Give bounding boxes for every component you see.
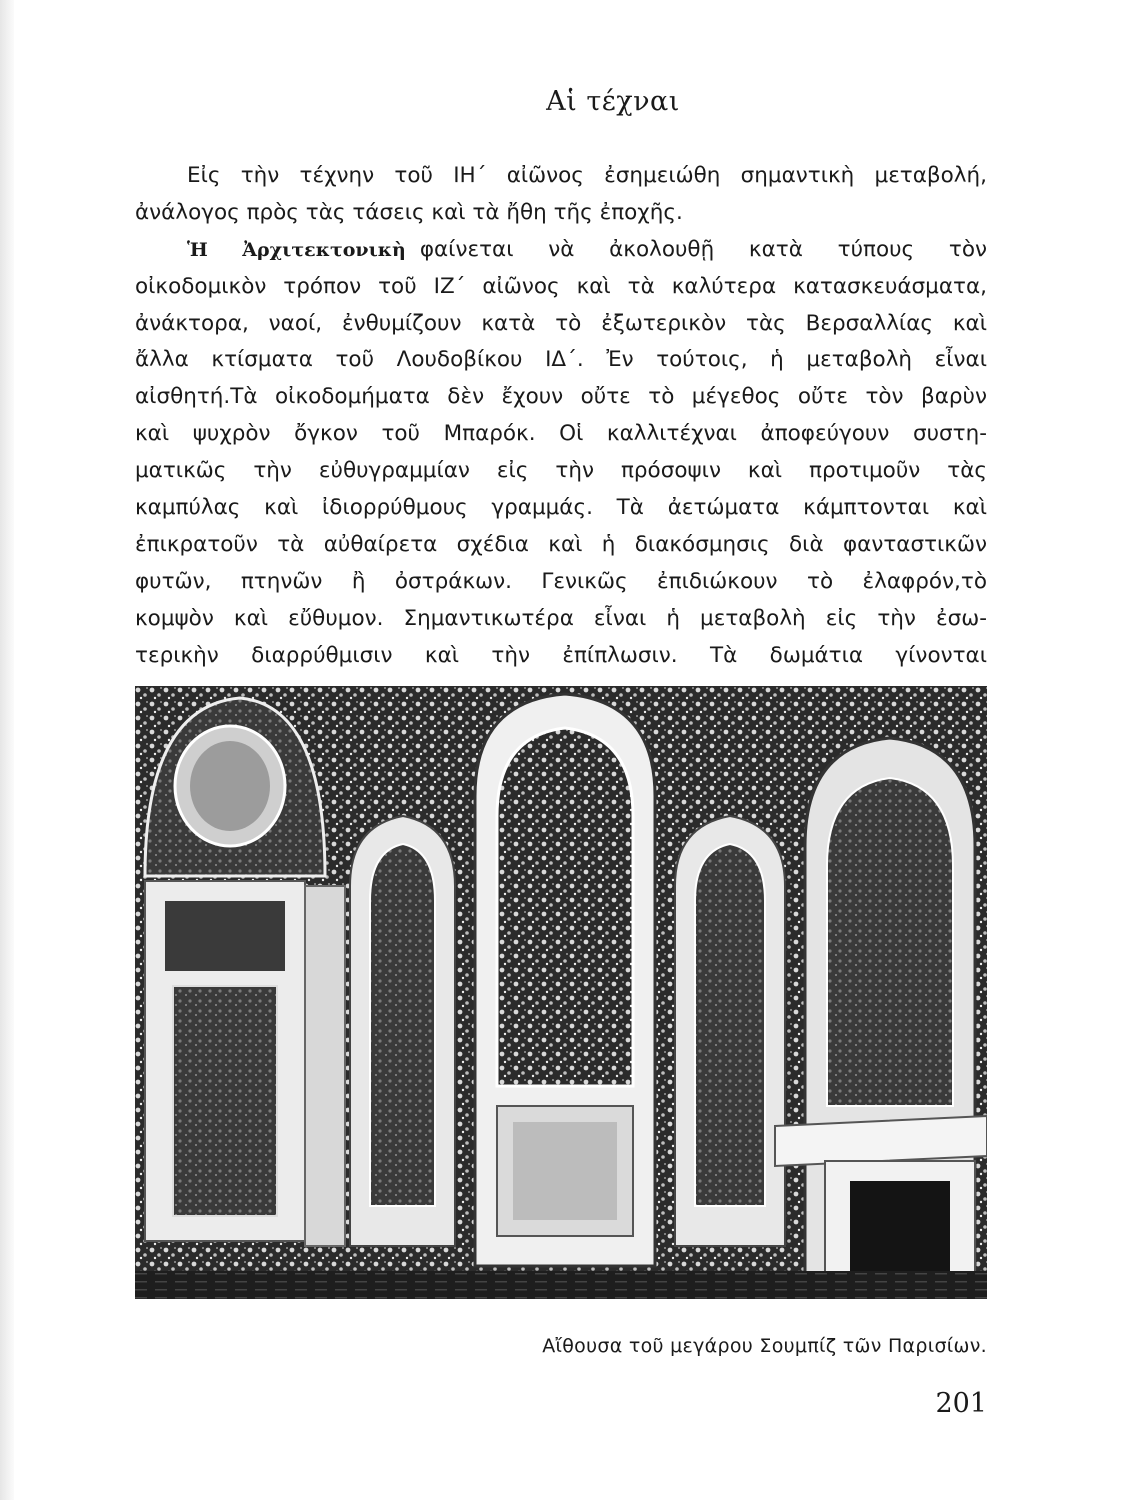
body-text xyxy=(135,158,987,674)
text-line: ἐπικρατοῦν τὰ αὐθαίρετα σχέδια καὶ ἡ διακόσμησις διὰ φανταστικῶν xyxy=(135,531,987,557)
page-edge-shadow xyxy=(0,0,14,1500)
text-line: ἀνάκτορα, ναοί, ἐνθυμίζουν κατὰ τὸ ἐξωτερικὸν τὰς Βερσαλλίας καὶ xyxy=(135,310,987,336)
text-line-with-bold xyxy=(135,232,987,269)
text-line: ματικῶς τὴν εὐθυγραμμίαν εἰς τὴν πρόσοψιν καὶ προτιμοῦν τὰς xyxy=(135,458,987,484)
bold-term: Ἡ Ἀρχιτεκτονικὴ xyxy=(187,238,406,261)
page-number: 201 xyxy=(935,1388,987,1419)
text-line: τερικὴν διαρρύθμισιν καὶ τὴν ἐπίπλωσιν. Τὰ δωμάτια γίνονται xyxy=(135,642,987,668)
section-title: Αἱ τέχναι xyxy=(546,86,680,117)
text-line-rest: φαίνεται νὰ ἀκολουθῇ κατὰ τύπους τὸν xyxy=(419,236,987,262)
rococo-interior-image xyxy=(135,686,987,1299)
text-line: καὶ ψυχρὸν ὄγκον τοῦ Μπαρόκ. Οἱ καλλιτέχναι ἀποφεύγουν συστη- xyxy=(135,421,987,447)
figure-caption: Αἴθουσα τοῦ μεγάρου Σουμπίζ τῶν Παρισίων. xyxy=(542,1335,987,1357)
text-line: καμπύλας καὶ ἰδιορρύθμους γραμμάς. Τὰ ἀετώματα κάμπτονται καὶ xyxy=(135,495,987,521)
salon-illustration xyxy=(135,686,987,1299)
text-line: αἰσθητή.Τὰ οἰκοδομήματα δὲν ἔχουν οὔτε τὸ μέγεθος οὔτε τὸν βαρὺν xyxy=(135,384,987,410)
text-line: ἀνάλογος πρὸς τὰς τάσεις καὶ τὰ ἤθη τῆς ἐποχῆς. xyxy=(135,199,683,225)
text-line: κομψὸν καὶ εὔθυμον. Σημαντικωτέρα εἶναι ἡ μεταβολὴ εἰς τὴν ἐσω- xyxy=(135,605,987,631)
text-line: οἰκοδομικὸν τρόπον τοῦ ΙΖ΄ αἰῶνος καὶ τὰ καλύτερα κατασκευάσματα, xyxy=(135,273,987,299)
text-line: ἄλλα κτίσματα τοῦ Λουδοβίκου ΙΔ΄. Ἐν τούτοις, ἡ μεταβολὴ εἶναι xyxy=(135,347,987,373)
text-line: φυτῶν, πτηνῶν ἢ ὀστράκων. Γενικῶς ἐπιδιώκουν τὸ ἐλαφρόν,τὸ xyxy=(135,568,987,594)
text-line: Εἰς τὴν τέχνην τοῦ ΙΗ΄ αἰῶνος ἐσημειώθη σημαντικὴ μεταβολή, xyxy=(187,163,987,188)
